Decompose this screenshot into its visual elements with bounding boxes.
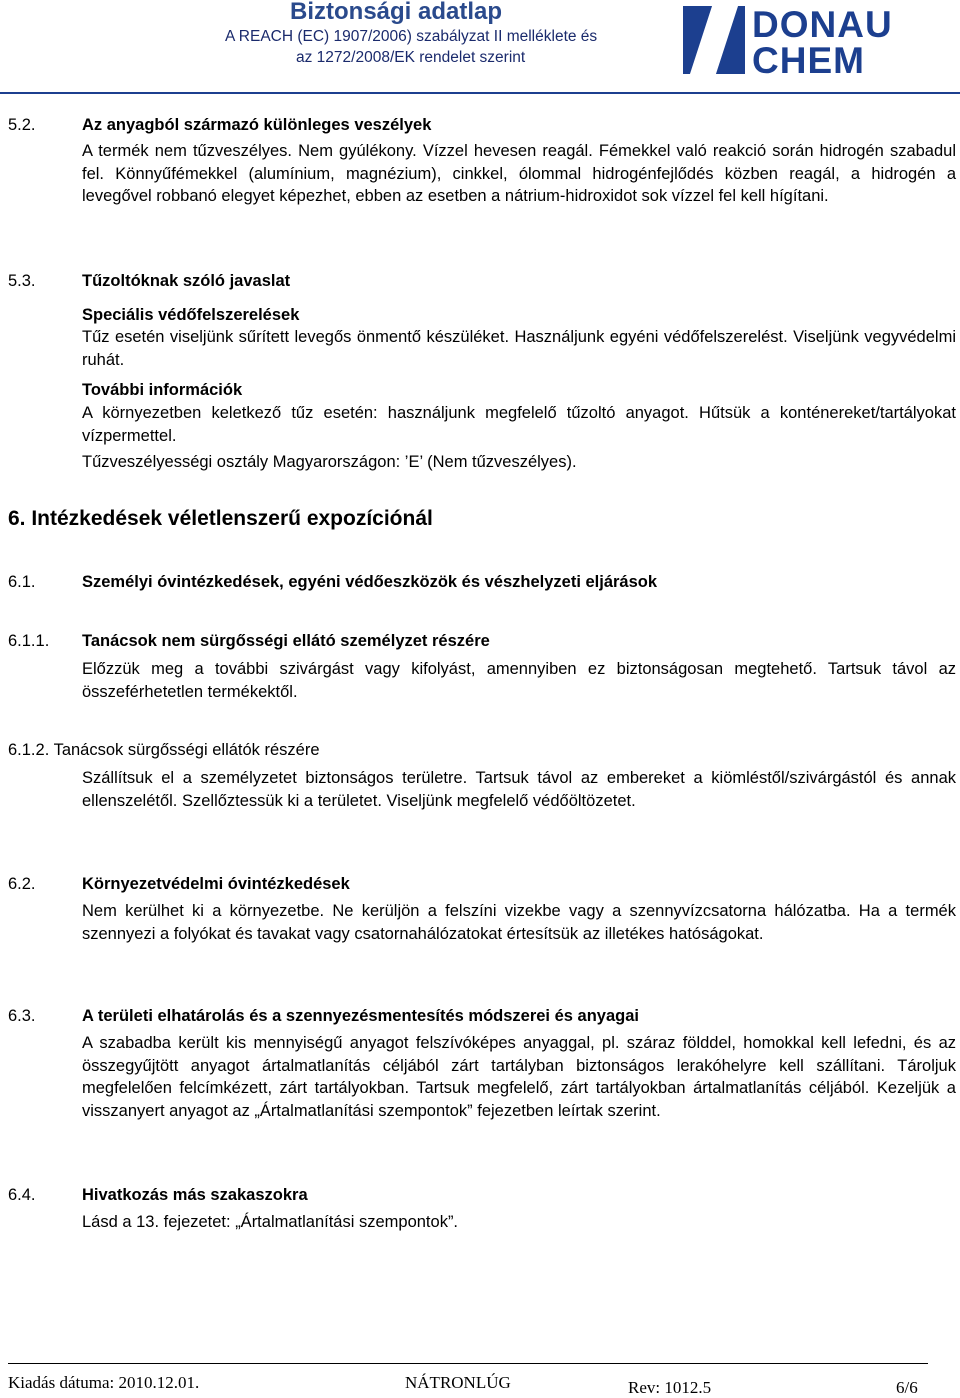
section-text-5-3-a: Tűz esetén viseljünk sűrített levegős önmentő készüléket. Használjunk egyéni védőfelszerelést. Viseljünk vegyvédelmi ruhát. <box>82 328 956 369</box>
section-title-6-1: Személyi óvintézkedések, egyéni védőeszközök és vészhelyzeti eljárások <box>82 573 658 591</box>
footer-divider <box>8 1363 928 1364</box>
section-title-6-1-2: 6.1.2. Tanácsok sürgősségi ellátók részére <box>8 741 320 759</box>
header-divider <box>0 92 960 94</box>
section-text-6-1-1: Előzzük meg a további szivárgást vagy kifolyást, amennyiben ez biztonságosan megtehető. Tartsuk távol az összeférhetetlen termékektől. <box>82 660 956 701</box>
section-title-5-3: Tűzoltóknak szóló javaslat <box>82 272 291 290</box>
section-number-6-3: 6.3. <box>8 1007 36 1025</box>
footer-revision: Rev: 1012.5 <box>628 1378 712 1397</box>
section-number-6-2: 6.2. <box>8 875 36 893</box>
subheading-protective-equipment: Speciális védőfelszerelések <box>82 306 300 324</box>
section-title-6-4: Hivatkozás más szakaszokra <box>82 1186 308 1204</box>
footer-product-name: NÁTRONLÚG <box>405 1373 511 1392</box>
section-number-6-1: 6.1. <box>8 573 36 591</box>
document-title: Biztonsági adatlap <box>290 0 503 25</box>
footer-page-number: 6/6 <box>896 1378 918 1397</box>
section-text-5-3-b: A környezetben keletkező tűz esetén: használjunk megfelelő tűzoltó anyagot. Hűtsük a konténereket/tartályokat vízpermettel. <box>82 404 956 445</box>
section-text-6-4: Lásd a 13. fejezetet: „Ártalmatlanítási szempontok”. <box>82 1213 459 1231</box>
logo-text-donau: DONAU <box>752 4 893 45</box>
regulation-line-2: az 1272/2008/EK rendelet szerint <box>296 49 526 66</box>
section-text-5-3-c: Tűzveszélyességi osztály Magyarországon: ’E’ (Nem tűzveszélyes). <box>82 453 577 471</box>
footer-issue-date: Kiadás dátuma: 2010.12.01. <box>8 1373 200 1392</box>
section-text-6-2: Nem kerülhet ki a környezetbe. Ne kerüljön a felszíni vizekbe vagy a szennyvízcsatorna hálózatba. Ha a termék szennyezi a folyókat és tavakat vagy csatornahálózatokat értesítsük az illetékes hatóságokat. <box>82 902 956 943</box>
regulation-line-1: A REACH (EC) 1907/2006) szabályzat II melléklete és <box>225 28 598 45</box>
logo-text-chem: CHEM <box>752 40 865 81</box>
section-title-5-2: Az anyagból származó különleges veszélyek <box>82 116 432 134</box>
section-text-6-1-2: Szállítsuk el a személyzetet biztonságos területre. Tartsuk távol az embereket a kiömléstől/szivárgástól és annak ellenszelétől. Szellőztessük ki a területet. Viseljünk megfelelő védőöltözetet. <box>82 769 956 810</box>
section-number-5-2: 5.2. <box>8 116 36 134</box>
section-title-6-1-1: Tanácsok nem sürgősségi ellátó személyzet részére <box>82 632 490 650</box>
section-number-6-4: 6.4. <box>8 1186 36 1204</box>
logo-mark <box>683 6 745 74</box>
subheading-further-info: További információk <box>82 381 243 399</box>
section-title-6-3: A területi elhatárolás és a szennyezésmentesítés módszerei és anyagai <box>82 1007 639 1025</box>
section-number-6-1-1: 6.1.1. <box>8 632 50 650</box>
section-number-5-3: 5.3. <box>8 272 36 290</box>
chapter-title-6: 6. Intézkedések véletlenszerű expozíciónál <box>8 507 433 530</box>
section-title-6-2: Környezetvédelmi óvintézkedések <box>82 875 350 893</box>
section-text-6-3: A szabadba került kis mennyiségű anyagot felszívóképes anyaggal, pl. száraz földdel, homokkal kell lefedni, és az összegyűjtött anyagot ártalmatlanítás céljából zárt tartályban biztonságos lerakóhelyre kell szállítani. Tároljuk megfelelően felcímkézett, zárt tartályokban. Tartsuk megfelelő, zárt tartályokban ártalmatlanítás céljából. Kezeljük a visszanyert anyagot az „Ártalmatlanítási szempontok” fejezetben leírtak szerint. <box>82 1034 956 1120</box>
section-text-5-2: A termék nem tűzveszélyes. Nem gyúlékony. Vízzel hevesen reagál. Fémekkel való reakció során hidrogén szabadul fel. Könnyűfémekkel (alumínium, magnézium), cinkkel, ólommal hidrogénfejlődés közben reagál, a hidrogén a levegővel robbanó elegyet képezhet, ebben az esetben a nátrium-hidroxidot sok vízzel fel kell hígítani. <box>82 142 956 206</box>
